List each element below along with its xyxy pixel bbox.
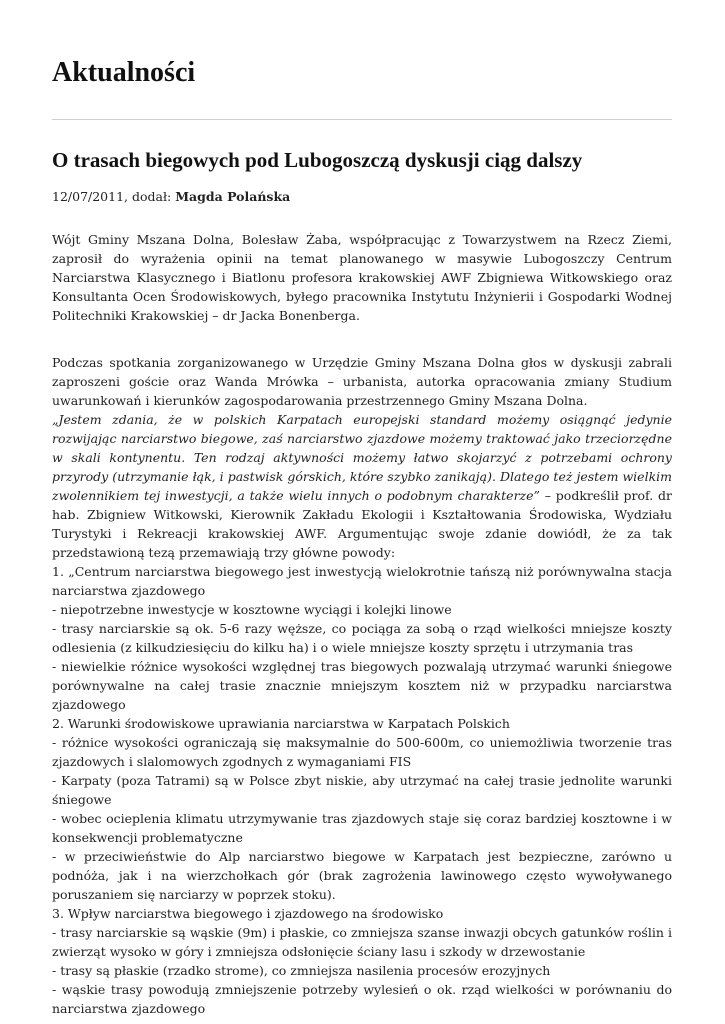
post-author: Magda Polańska xyxy=(175,189,291,204)
list-item: - w przeciwieństwie do Alp narciarstwo biegowe w Karpatach jest bezpieczne, zarówno u podnóża, jak i na wierzchołkach gór (brak zagrożenia lawinowego często wywoływanego poruszaniem się narciarzy w poprzek stoku). xyxy=(52,849,672,902)
post-title[interactable]: O trasach biegowych pod Lubogoszczą dyskusji ciąg dalszy xyxy=(52,148,583,172)
list-item: - różnice wysokości ograniczają się maksymalnie do 500-600m, co uniemożliwia tworzenie tras zjazdowych i slalomowych zgodnych z wymaganiami FIS xyxy=(52,735,672,769)
paragraph-meeting xyxy=(52,353,672,562)
list-item: - trasy narciarskie są wąskie (9m) i płaskie, co zmniejsza szanse inwazji obcych gatunków roślin i zwierząt wysoko w góry i zmniejsza odsłonięcie ściany lasu i szkody w drzewostanie xyxy=(52,925,672,959)
list-item: - Karpaty (poza Tatrami) są w Polsce zbyt niskie, aby utrzymać na całej trasie jednolite warunki śniegowe xyxy=(52,773,672,807)
professor-quote: „Jestem zdania, że w polskich Karpatach europejski standard możemy osiągnąć jedynie rozwijając narciarstwo biegowe, zaś narciarstwo zjazdowe możemy traktować jako trzeciorzędne w skali kontynentu. Ten rodzaj aktywności możemy łatwo skojarzyć z potrzebami ochrony przyrody (utrzymanie łąk, i pastwisk górskich, które szybko zanikają). Dlatego też jestem wielkim zwolennikiem tej inwestycji, a także wielu innych o podobnym charakterze” xyxy=(52,412,672,503)
list-item: 1. „Centrum narciarstwa biegowego jest inwestycją wielokrotnie tańszą niż porównywalna stacja narciarstwa zjazdowego xyxy=(52,564,672,598)
paragraph-meeting-text: Podczas spotkania zorganizowanego w Urzędzie Gminy Mszana Dolna głos w dyskusji zabrali zaproszeni goście oraz Wanda Mrówka – urbanista, autorka opracowania zmiany Studium uwarunkowań i kierunków zagospodarowania przestrzennego Gminy Mszana Dolna. xyxy=(52,355,672,408)
site-title: Aktualności xyxy=(52,57,196,88)
list-item: - trasy narciarskie są ok. 5-6 razy węższe, co pociąga za sobą o rząd wielkości mniejsze koszty odlesienia (z kilkudziesięciu do kilku ha) i o wiele mniejsze koszty sprzętu i utrzymania tras xyxy=(52,621,672,655)
list-item: 2. Warunki środowiskowe uprawiania narciarstwa w Karpatach Polskich xyxy=(52,716,510,731)
list-item: 3. Wpływ narciarstwa biegowego i zjazdowego na środowisko xyxy=(52,906,444,921)
post-body xyxy=(52,230,672,1018)
list-item: - niewielkie różnice wysokości względnej tras biegowych pozwalają utrzymać warunki śniegowe porównywalne na całej trasie znacznie mniejszym kosztem niż w przypadku narciarstwa zjazdowego xyxy=(52,659,672,712)
paragraph-intro: Wójt Gminy Mszana Dolna, Bolesław Żaba, współpracując z Towarzystwem na Rzecz Ziemi, zaprosił do wyrażenia opinii na temat planowanego w masywie Lubogoszczy Centrum Narciarstwa Klasycznego i Biatlonu profesora krakowskiej AWF Zbigniewa Witkowskiego oraz Konsultanta Ocen Środowiskowych, byłego pracownika Instytutu Inżynierii i Gospodarki Wodnej Politechniki Krakowskiej – dr Jacka Bonenberga. xyxy=(52,232,672,323)
list-item: - wobec ocieplenia klimatu utrzymywanie tras zjazdowych staje się coraz bardziej kosztowne i w konsekwencji problematyczne xyxy=(52,811,672,845)
list-item: - niepotrzebne inwestycje w kosztowne wyciągi i kolejki linowe xyxy=(52,602,452,617)
post-date: 12/07/2011, dodał: xyxy=(52,189,176,204)
post-meta xyxy=(52,188,290,206)
quote-attribution: – podkreślił prof. dr hab. Zbigniew Witkowski, Kierownik Zakładu Ekologii i Kształtowania Środowiska, Wydziału Turystyki i Rekreacji krakowskiej AWF. Argumentując swoje zdanie dowiódł, że za tak przedstawioną tezą przemawiają trzy główne powody: xyxy=(52,488,673,560)
list-item: - wąskie trasy powodują zmniejszenie potrzeby wylesień o ok. rząd wielkości w porównaniu do narciarstwa zjazdowego xyxy=(52,982,672,1016)
list-item: - trasy są płaskie (rzadko strome), co zmniejsza nasilenia procesów erozyjnych xyxy=(52,963,551,978)
title-divider xyxy=(52,119,672,120)
points-list xyxy=(52,562,672,1018)
